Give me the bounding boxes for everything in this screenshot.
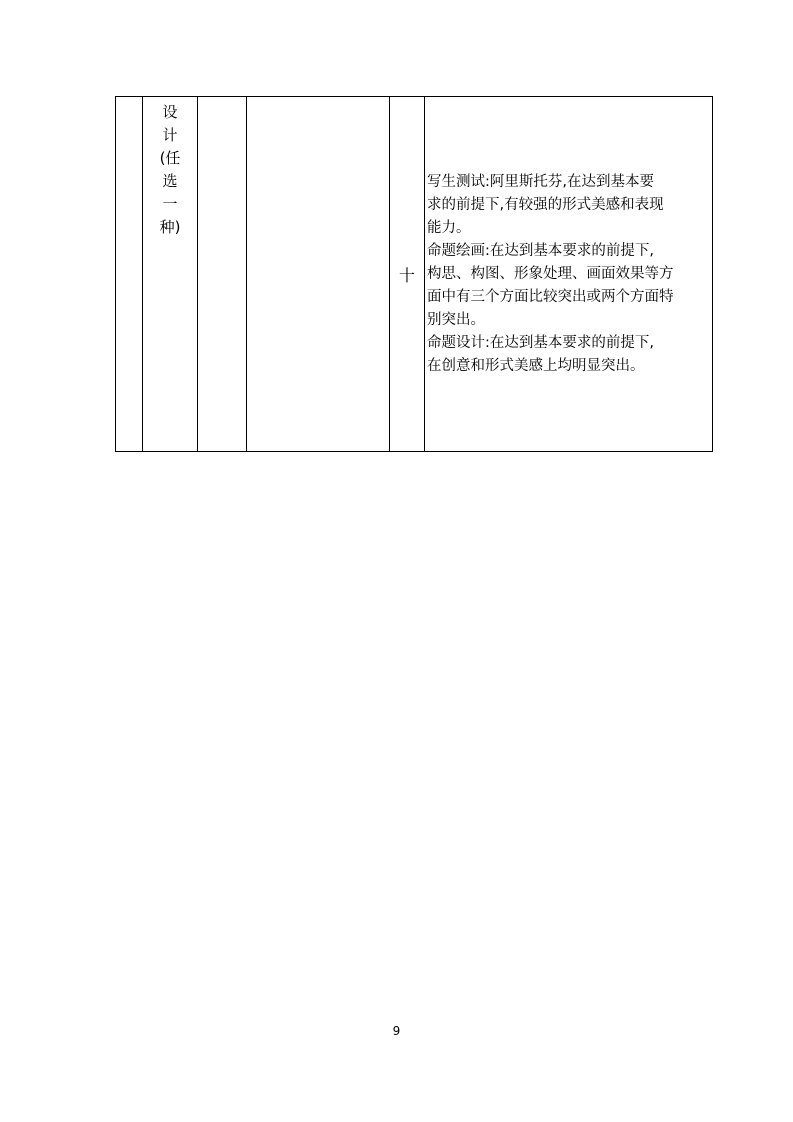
criteria-line: 求的前提下,有较强的形式美感和表现 (427, 196, 664, 213)
criteria-text (425, 171, 712, 378)
criteria-line: 别突出。 (427, 311, 485, 328)
criteria-line: 命题设计:在达到基本要求的前提下, (427, 334, 654, 351)
score-value: 十 (398, 265, 415, 285)
page-number: 9 (392, 1024, 401, 1038)
category-cell (143, 97, 198, 452)
category-char: 种) (159, 218, 181, 236)
category-char: 一 (162, 195, 178, 213)
table-row (116, 97, 713, 452)
empty-cell-1 (116, 97, 143, 452)
category-char: 设 (162, 103, 178, 121)
criteria-line: 面中有三个方面比较突出或两个方面特 (427, 288, 674, 305)
category-vertical-text (143, 97, 197, 239)
category-char: (任 (159, 149, 181, 167)
empty-cell-3 (198, 97, 247, 452)
category-char: 选 (162, 172, 178, 190)
grading-table (115, 96, 713, 452)
criteria-line: 在创意和形式美感上均明显突出。 (427, 357, 645, 374)
criteria-line: 能力。 (427, 219, 471, 236)
criteria-line: 命题绘画:在达到基本要求的前提下, (427, 242, 654, 259)
score-cell (390, 97, 425, 452)
criteria-cell (425, 97, 713, 452)
criteria-line: 构思、构图、形象处理、画面效果等方 (427, 265, 674, 282)
empty-cell-4 (247, 97, 390, 452)
criteria-line: 写生测试:阿里斯托芬,在达到基本要 (427, 173, 654, 190)
category-char: 计 (162, 126, 178, 144)
